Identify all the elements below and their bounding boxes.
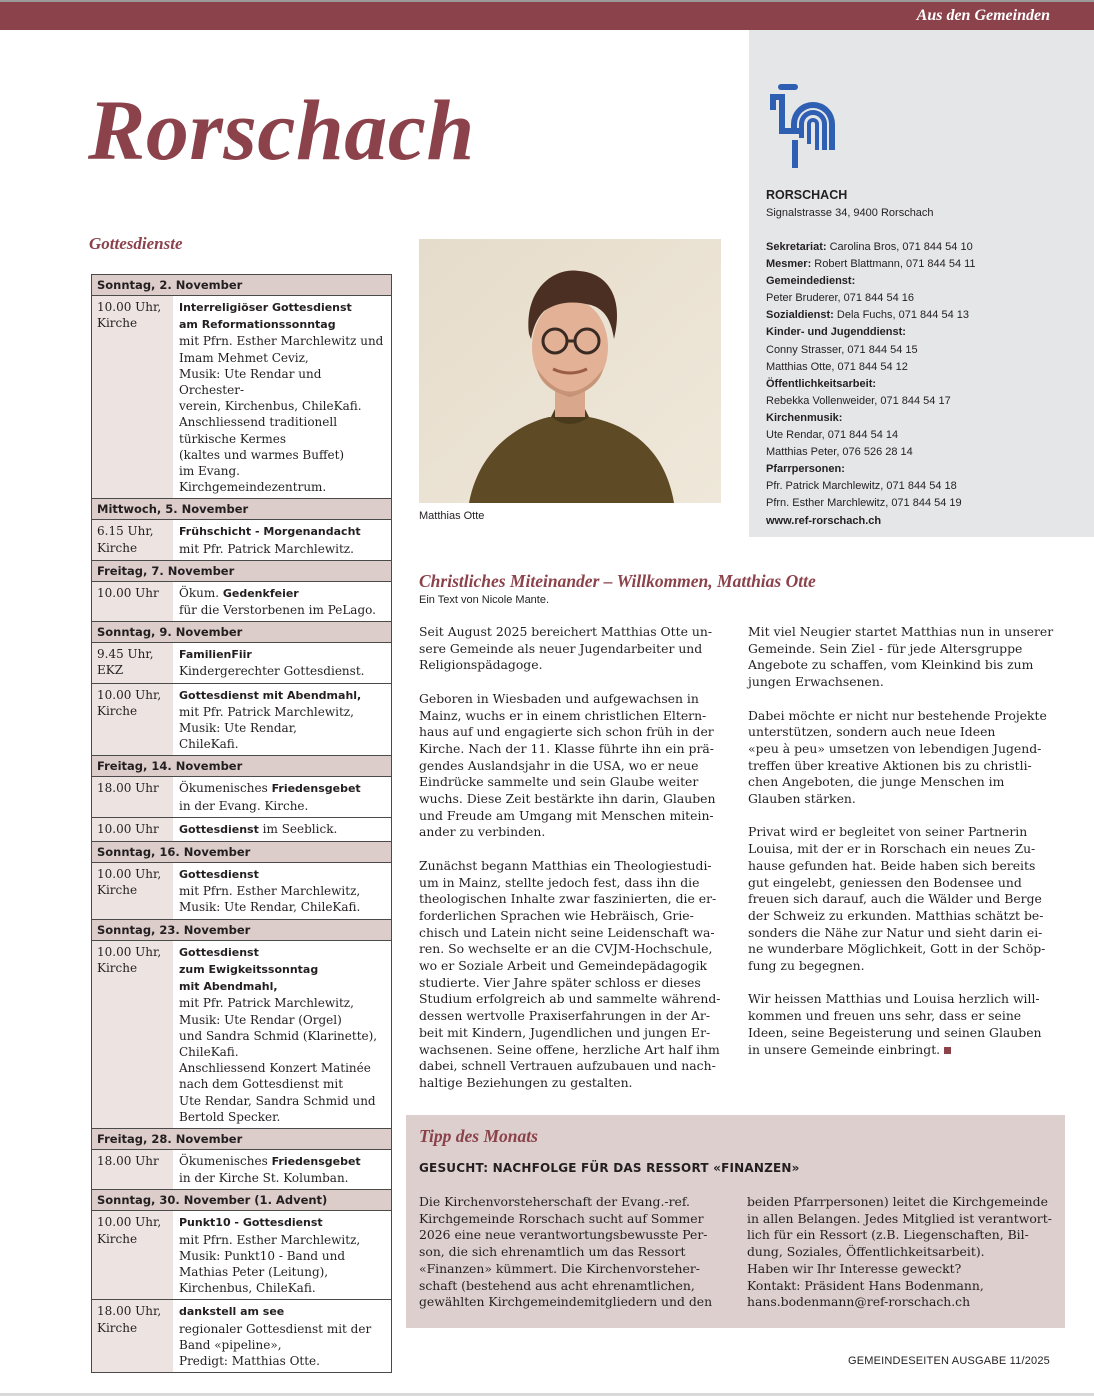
article-column-2 — [748, 624, 1060, 1075]
event-title: Gottesdienst — [179, 822, 259, 836]
gottesdienste-heading: Gottesdienste — [89, 234, 183, 253]
schedule-event-row — [92, 1150, 391, 1189]
event-title: Gottesdienst — [179, 868, 259, 882]
photo-caption: Matthias Otte — [419, 510, 485, 522]
event-title: Friedensgebet — [271, 1154, 361, 1168]
schedule-day-header: Sonntag, 23. November — [92, 919, 391, 941]
contact-entry — [766, 290, 976, 307]
schedule-day-header: Sonntag, 2. November — [92, 274, 391, 296]
event-text: in der Evang. Kirche. — [179, 798, 309, 813]
parish-name: RORSCHACH — [766, 188, 848, 202]
event-description — [173, 582, 391, 621]
schedule-event-row — [92, 1211, 391, 1299]
article-title: Christliches Miteinander – Willkommen, Matthias Otte — [419, 571, 816, 591]
end-of-article-icon — [944, 1047, 951, 1054]
event-description — [173, 818, 391, 841]
event-text: mit Pfrn. Esther Marchlewitz, Musik: Ute Rendar, ChileKafi. — [179, 884, 361, 915]
schedule-event-row — [92, 683, 391, 756]
event-title: Frühschicht - Morgenandacht — [179, 525, 361, 539]
page-footer: GEMEINDESEITEN AUSGABE 11/2025 — [847, 1355, 1050, 1367]
event-time: 10.00 Uhr — [92, 818, 173, 841]
event-time: 18.00 Uhr — [92, 777, 173, 816]
event-title: Interreligiöser Gottesdienst am Reformationssonntag — [179, 301, 352, 332]
event-text: mit Pfr. Patrick Marchlewitz, Musik: Ute Rendar, ChileKafi. — [179, 704, 354, 752]
contact-entry[interactable] — [766, 513, 976, 530]
paragraph-text: Privat wird er begleitet von seiner Partnerin Louisa, mit der er in Rorschach ein neues Zu- hause gefunden hat. Beide haben sich bereits gut eingelebt, geniessen den Bodensee und freuen sich darauf, auch die Wälder und Berge der Schweiz zu erkunden. Matthias schätzt be- sonders die Nähe zur Natur und sieht darin ei- ne wunderbare Möglichkeit, Gott in der Schöp- fung zu begegnen. — [748, 824, 1046, 974]
contact-value: Matthias Peter, 076 526 28 14 — [766, 446, 913, 459]
event-time: 10.00 Uhr — [92, 582, 173, 621]
schedule-event-row — [92, 777, 391, 816]
contact-value: Rebekka Vollenweider, 071 844 54 17 — [766, 394, 951, 407]
event-time: 10.00 Uhr, Kirche — [92, 863, 173, 919]
contact-label: Pfarrpersonen: — [766, 463, 845, 476]
schedule-day-header: Sonntag, 9. November — [92, 621, 391, 643]
event-text: im Seeblick. — [258, 821, 338, 836]
contact-label: Mesmer: — [766, 258, 812, 271]
schedule-day-header: Sonntag, 30. November (1. Advent) — [92, 1189, 391, 1211]
event-time: 9.45 Uhr, EKZ — [92, 643, 173, 682]
church-parish-logo-icon — [765, 80, 840, 170]
article-byline: Ein Text von Nicole Mante. — [419, 594, 550, 606]
event-time: 10.00 Uhr, Kirche — [92, 684, 173, 756]
contact-entry — [766, 324, 976, 341]
tipp-heading: Tipp des Monats — [419, 1126, 538, 1146]
schedule-day-header: Freitag, 28. November — [92, 1128, 391, 1150]
article-paragraph — [748, 991, 1060, 1058]
event-text: mit Pfrn. Esther Marchlewitz, Musik: Punkt10 - Band und Mathias Peter (Leitung), Kirchenbus, ChileKafi. — [179, 1232, 361, 1296]
schedule-event-row — [92, 582, 391, 621]
contact-label: Sozialdienst: — [766, 309, 834, 322]
page-title: Rorschach — [88, 82, 475, 178]
event-title: FamilienFiir — [179, 648, 252, 662]
portrait-photo — [419, 239, 721, 503]
contact-label: Kinder- und Jugenddienst: — [766, 326, 906, 339]
contact-entry — [766, 256, 976, 273]
event-text: mit Pfrn. Esther Marchlewitz und Imam Mehmet Ceviz, Musik: Ute Rendar und Orchester- verein, Kirchenbus, ChileKafi. Anschliessend traditionell türkische Kermes (kaltes und warmes Buffet) im Evang. Kirchgemeindezentrum. — [179, 334, 384, 495]
article-column-1 — [419, 624, 731, 1108]
website-link[interactable]: www.ref-rorschach.ch — [766, 514, 882, 527]
tipp-subheading: GESUCHT: NACHFOLGE FÜR DAS RESSORT «FINANZEN» — [419, 1161, 800, 1175]
event-text: Ökumenisches — [179, 1153, 272, 1168]
paragraph-text: Mit viel Neugier startet Matthias nun in unserer Gemeinde. Sein Ziel - für jede Altersgruppe Angebote zu schaffen, vom Kleinkind bis zum jungen Erwachsenen. — [748, 624, 1054, 690]
event-title: Gedenkfeier — [222, 586, 299, 600]
section-header-bar — [0, 0, 1094, 30]
schedule-day-header: Freitag, 14. November — [92, 755, 391, 777]
article-paragraph — [419, 624, 731, 674]
event-title: Gottesdienst mit Abendmahl, — [179, 688, 362, 702]
contact-entry — [766, 307, 976, 324]
schedule-day-header: Mittwoch, 5. November — [92, 498, 391, 520]
parish-address: Signalstrasse 34, 9400 Rorschach — [766, 207, 934, 219]
event-title: Friedensgebet — [271, 782, 361, 796]
event-description — [173, 1150, 391, 1189]
event-description — [173, 863, 391, 919]
article-paragraph — [419, 691, 731, 841]
contact-value: Peter Bruderer, 071 844 54 16 — [766, 292, 914, 305]
contact-entry — [766, 342, 976, 359]
section-label: Aus den Gemeinden — [916, 7, 1050, 24]
tipp-column-1: Die Kirchenvorsteherschaft der Evang.-ref. Kirchgemeinde Rorschach sucht auf Sommer 2026 eine neue verantwortungsbewusste Per- son, die sich ehrenamtlich um das Ressort «Finanzen» kümmert. Die Kirchenvorsteher- schaft (bestehend aus acht ehrenamtlichen, gewählten Kirchgemeindemitgliedern und den — [419, 1194, 713, 1310]
event-time: 18.00 Uhr, Kirche — [92, 1300, 173, 1372]
event-text: Kindergerechter Gottesdienst. — [179, 664, 365, 679]
event-time: 10.00 Uhr, Kirche — [92, 941, 173, 1128]
contact-label: Sekretariat: — [766, 241, 827, 253]
event-text: regionaler Gottesdienst mit der Band «pipeline», Predigt: Matthias Otte. — [179, 1321, 372, 1368]
contact-list — [766, 239, 976, 530]
article-paragraph — [419, 858, 731, 1092]
contact-entry — [766, 410, 976, 427]
event-description — [173, 684, 391, 756]
contact-value: Conny Strasser, 071 844 54 15 — [766, 343, 918, 356]
schedule-event-row — [92, 520, 391, 559]
event-title: Punkt10 - Gottesdienst — [179, 1216, 323, 1230]
schedule-day-header: Freitag, 7. November — [92, 560, 391, 582]
article-paragraph — [748, 824, 1060, 974]
paragraph-text: Seit August 2025 bereichert Matthias Otte un- sere Gemeinde als neuer Jugendarbeiter und Religionspädagoge. — [419, 624, 713, 673]
contact-value: Dela Fuchs, 071 844 54 13 — [833, 309, 969, 322]
event-description — [173, 520, 391, 559]
contact-entry — [766, 239, 976, 256]
contact-label: Öffentlichkeitsarbeit: — [766, 377, 877, 390]
contact-value: Matthias Otte, 071 844 54 12 — [766, 360, 908, 373]
event-description — [173, 1300, 391, 1372]
event-title: Gottesdienst zum Ewigkeitssonntag mit Abendmahl, — [179, 945, 319, 994]
contact-value: Pfr. Patrick Marchlewitz, 071 844 54 18 — [766, 480, 957, 493]
event-time: 18.00 Uhr — [92, 1150, 173, 1189]
contact-entry — [766, 461, 976, 478]
schedule-event-row — [92, 863, 391, 919]
event-title: dankstell am see — [179, 1305, 285, 1319]
event-text: Ökum. — [179, 585, 223, 600]
event-text: in der Kirche St. Kolumban. — [179, 1171, 349, 1186]
contact-entry — [766, 444, 976, 461]
event-description — [173, 296, 391, 498]
tipp-des-monats-box — [406, 1115, 1065, 1328]
portrait-image — [419, 239, 721, 503]
schedule-event-row — [92, 1299, 391, 1372]
contact-value: Ute Rendar, 071 844 54 14 — [766, 429, 899, 442]
schedule-event-row — [92, 296, 391, 498]
paragraph-text: Geboren in Wiesbaden und aufgewachsen in Mainz, wuchs er in einem christlichen Eltern- haus auf und engagierte sich schon früh in der Kirche. Nach der 11. Klasse führte ihn ein prä- gendes Auslandsjahr in die USA, wo er neue Eindrücke sammelte und sein Glaube weiter wuchs. Diese Zeit bestärkte ihn darin, Glauben und Freude am Umgang mit Menschen mitein- ander zu verbinden. — [419, 690, 716, 840]
event-text: mit Pfr. Patrick Marchlewitz, Musik: Ute Rendar (Orgel) und Sandra Schmid (Klarinette), ChileKafi. Anschliessend Konzert Matinée nach dem Gottesdienst mit Ute Rendar, Sandra Schmid und Bertold Specker. — [179, 996, 378, 1124]
event-description — [173, 1211, 391, 1299]
event-time: 10.00 Uhr, Kirche — [92, 296, 173, 498]
article-paragraph — [748, 708, 1060, 808]
schedule-event-row — [92, 643, 391, 682]
paragraph-text: Zunächst begann Matthias ein Theologiestudi- um in Mainz, stellte jedoch fest, dass ihn die theologischen Inhalte zwar faszinierten, die er- forderlichen Sprachen wie Hebräisch, Grie- chisch und Latein nicht seine Leidenschaft wa- ren. So wechselte er an die CVJM-Hochschule, wo er Soziale Arbeit und Gemeindepädagogik studierte. Vier Jahre später schloss er dieses Studium erfolgreich ab und sammelte während- dessen wertvolle Praxiserfahrungen in der Ar- beit mit Kindern, Jugendlichen und jungen Er- wachsenen. Seine offene, herzliche Art half ihm dabei, schnell Vertrauen aufzubauen und nach- haltige Beziehungen zu gestalten. — [419, 857, 721, 1090]
contact-label: Gemeindedienst: — [766, 275, 856, 288]
contact-entry — [766, 427, 976, 444]
event-time: 10.00 Uhr, Kirche — [92, 1211, 173, 1299]
event-text: mit Pfr. Patrick Marchlewitz. — [179, 541, 354, 556]
services-schedule-table — [91, 274, 392, 1373]
contact-entry — [766, 393, 976, 410]
paragraph-text: Wir heissen Matthias und Louisa herzlich will- kommen und freuen uns sehr, dass er seine Ideen, seine Begeisterung und seinen Glauben in unsere Gemeinde einbringt. — [748, 991, 1042, 1057]
event-time: 6.15 Uhr, Kirche — [92, 520, 173, 559]
contact-label: Kirchenmusik: — [766, 411, 843, 424]
contact-value: Carolina Bros, 071 844 54 10 — [826, 241, 973, 253]
event-description — [173, 643, 391, 682]
schedule-event-row — [92, 941, 391, 1128]
event-text: für die Verstorbenen im PeLago. — [179, 603, 376, 618]
event-description — [173, 777, 391, 816]
contact-entry — [766, 495, 976, 512]
schedule-event-row — [92, 817, 391, 841]
contact-entry — [766, 359, 976, 376]
contact-entry — [766, 376, 976, 393]
paragraph-text: Dabei möchte er nicht nur bestehende Projekte unterstützen, sondern auch neue Ideen «peu à peu» umsetzen von lebendigen Jugend- treffen über kreative Aktionen bis zu christli- chen Angeboten, die junge Menschen im Glauben stärken. — [748, 707, 1047, 807]
contact-value: Robert Blattmann, 071 844 54 11 — [811, 258, 976, 271]
contact-entry — [766, 273, 976, 290]
contact-entry — [766, 478, 976, 495]
schedule-day-header: Sonntag, 16. November — [92, 841, 391, 863]
article-paragraph — [748, 624, 1060, 691]
event-description — [173, 941, 391, 1128]
contact-value: Pfrn. Esther Marchlewitz, 071 844 54 19 — [766, 497, 962, 510]
event-text: Ökumenisches — [179, 781, 272, 796]
tipp-column-2: beiden Pfarrpersonen) leitet die Kirchgemeinde in allen Belangen. Jedes Mitglied ist verantwort- lich für ein Ressort (z.B. Liegenschaften, Bil- dung, Soziales, Öffentlichkeitsarbeit). Haben wir Ihr Interesse geweckt? Kontakt: Präsident Hans Bodenmann, hans.bodenmann@ref-rorschach.ch — [747, 1194, 1052, 1310]
